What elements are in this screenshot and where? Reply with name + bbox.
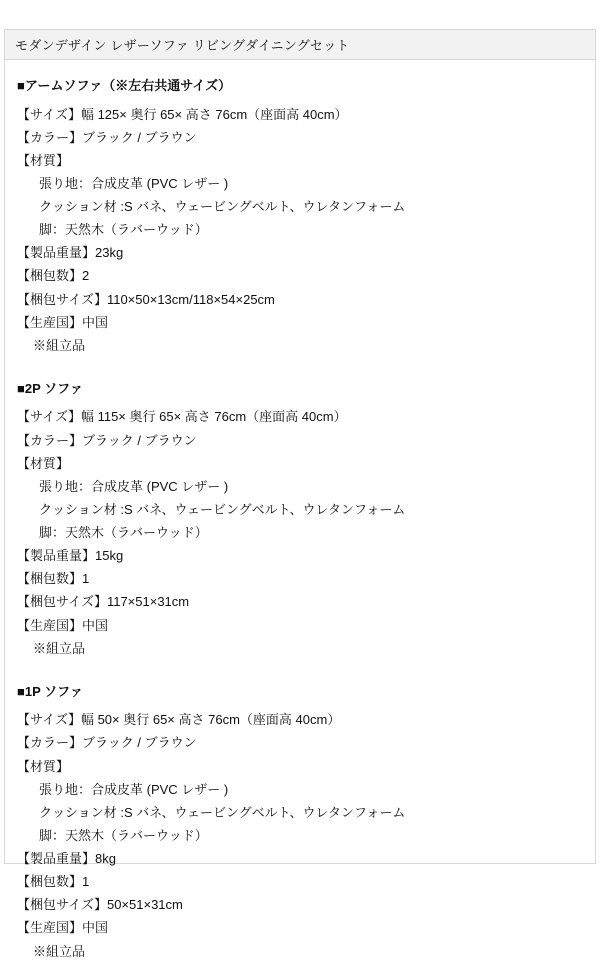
spec-line: 脚：天然木（ラバーウッド） [39,222,208,238]
spec-line: 張り地：合成皮革 (PVC レザー ) [39,781,229,797]
spec-section-title: ■アームソファ（※左右共通サイズ） [17,78,232,93]
spec-line: 【カラー】ブラック / ブラウン [17,735,197,751]
spec-section-title: ■1P ソファ [17,683,83,699]
spec-line: 【生産国】中国 [17,314,109,330]
spec-line: 【生産国】中国 [17,617,109,633]
spec-line: 【製品重量】15kg [17,548,124,564]
spec-header [5,30,595,60]
spec-line: 【サイズ】幅 50× 奥行 65× 高さ 76cm（座面高 40cm） [17,712,341,728]
spec-line: 脚：天然木（ラバーウッド） [39,827,208,843]
spec-body [5,60,595,963]
spec-section [17,76,583,357]
spec-line: 【梱包数】2 [17,268,90,284]
spec-line: 【材質】 [17,152,70,168]
spec-line: 【梱包数】1 [17,874,90,890]
page-title: モダンデザイン レザーソファ リビングダイニングセット [15,38,350,53]
spec-line: 張り地：合成皮革 (PVC レザー ) [39,478,229,494]
spec-section-title: ■2P ソファ [17,380,83,396]
spec-line: 脚：天然木（ラバーウッド） [39,525,208,540]
spec-line: 【梱包数】1 [17,571,90,587]
spec-line: クッション材 :S バネ、ウェービングベルト、ウレタンフォーム [39,501,406,517]
spec-line: 【梱包サイズ】110×50×13cm/118×54×25cm [17,291,275,307]
spec-line: 【生産国】中国 [17,920,109,936]
spec-line: 張り地：合成皮革 (PVC レザー ) [39,175,229,191]
spec-line: 【カラー】ブラック / ブラウン [17,432,197,448]
spec-line: 【梱包サイズ】50×51×31cm [17,897,183,913]
spec-table [4,29,596,959]
spec-line: 【製品重量】8kg [17,851,116,866]
spec-section [17,379,583,660]
spec-line: ※組立品 [33,640,86,656]
spec-line: ※組立品 [33,337,86,353]
spec-line: 【材質】 [17,455,70,471]
spec-line: 【材質】 [17,758,70,774]
spec-section [17,682,583,963]
spec-line: 【梱包サイズ】117×51×31cm [17,594,190,610]
spec-line: 【カラー】ブラック / ブラウン [17,129,197,145]
spec-line: ※組立品 [33,943,86,959]
spec-line: 【サイズ】幅 115× 奥行 65× 高さ 76cm（座面高 40cm） [17,409,347,425]
spec-line: 【製品重量】23kg [17,245,124,261]
spec-line: クッション材 :S バネ、ウェービングベルト、ウレタンフォーム [39,199,406,214]
spec-line: クッション材 :S バネ、ウェービングベルト、ウレタンフォーム [39,804,406,820]
spec-line: 【サイズ】幅 125× 奥行 65× 高さ 76cm（座面高 40cm） [17,106,348,122]
